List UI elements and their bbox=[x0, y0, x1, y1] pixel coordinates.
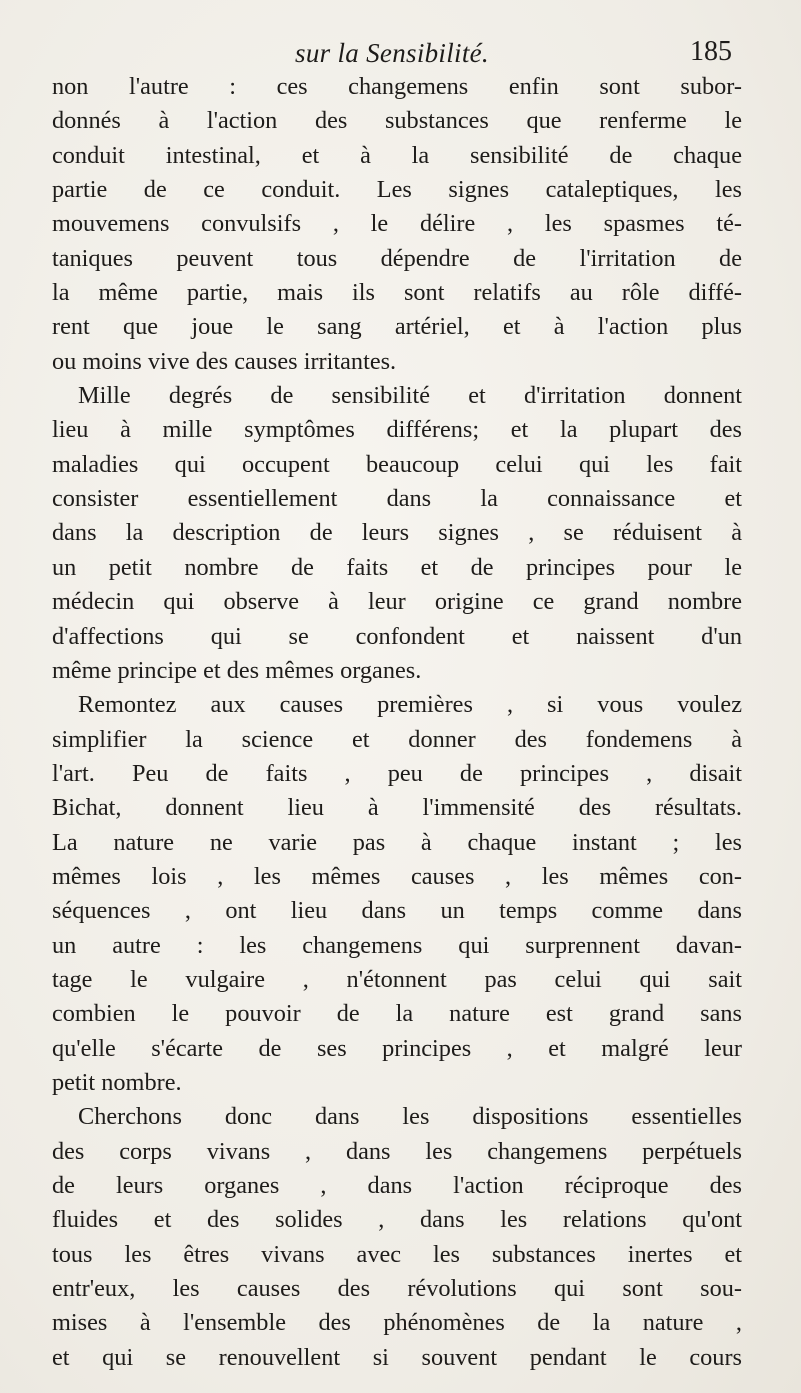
text-line: mouvemens convulsifs , le délire , les spasmes té- bbox=[52, 210, 742, 238]
text-line: simplifier la science et donner des fondemens à bbox=[52, 725, 742, 753]
text-line: petit nombre. bbox=[52, 1068, 182, 1096]
text-line: taniques peuvent tous dépendre de l'irritation de bbox=[52, 244, 742, 272]
text-line: séquences , ont lieu dans un temps comme dans bbox=[52, 897, 742, 925]
text-line: un petit nombre de faits et de principes pour le bbox=[52, 553, 742, 581]
text-line: la même partie, mais ils sont relatifs au rôle diffé- bbox=[52, 279, 742, 307]
text-line: maladies qui occupent beaucoup celui qui les fait bbox=[52, 450, 742, 478]
text-line: Bichat, donnent lieu à l'immensité des résultats. bbox=[52, 794, 742, 822]
text-line: mises à l'ensemble des phénomènes de la nature , bbox=[52, 1309, 742, 1337]
text-line: combien le pouvoir de la nature est grand sans bbox=[52, 1000, 742, 1028]
text-line: médecin qui observe à leur origine ce grand nombre bbox=[52, 588, 742, 616]
text-line: et qui se renouvellent si souvent pendant le cours bbox=[52, 1343, 742, 1371]
text-line: de leurs organes , dans l'action réciproque des bbox=[52, 1172, 742, 1199]
running-title: sur la Sensibilité. bbox=[295, 38, 489, 68]
page-number: 185 bbox=[690, 36, 732, 67]
text-line: donnés à l'action des substances que renferme le bbox=[52, 107, 742, 135]
text-line: Mille degrés de sensibilité et d'irritation donnent bbox=[78, 382, 742, 410]
text-line: entr'eux, les causes des révolutions qui sont sou- bbox=[52, 1275, 742, 1303]
text-line: Remontez aux causes premières , si vous voulez bbox=[78, 691, 742, 719]
text-line: ou moins vive des causes irritantes. bbox=[52, 347, 397, 375]
body-text bbox=[52, 70, 742, 1375]
text-line: tage le vulgaire , n'étonnent pas celui qui sait bbox=[52, 965, 742, 993]
text-line: même principe et des mêmes organes. bbox=[52, 656, 422, 684]
text-line: partie de ce conduit. Les signes cataleptiques, les bbox=[52, 176, 742, 204]
text-line: Cherchons donc dans les dispositions essentielles bbox=[78, 1103, 742, 1131]
text-line: consister essentiellement dans la connaissance et bbox=[52, 485, 742, 513]
page-header bbox=[52, 34, 732, 74]
text-line: non l'autre : ces changemens enfin sont subor- bbox=[52, 73, 742, 100]
text-line: un autre : les changemens qui surprennent davan- bbox=[52, 931, 742, 959]
text-line: lieu à mille symptômes différens; et la plupart des bbox=[52, 416, 742, 444]
text-line: d'affections qui se confondent et naissent d'un bbox=[52, 622, 742, 650]
text-line: dans la description de leurs signes , se réduisent à bbox=[52, 519, 742, 547]
text-line: rent que joue le sang artériel, et à l'action plus bbox=[52, 313, 742, 341]
text-line: tous les êtres vivans avec les substances inertes et bbox=[52, 1240, 742, 1268]
text-line: des corps vivans , dans les changemens perpétuels bbox=[52, 1137, 742, 1165]
text-line: fluides et des solides , dans les relations qu'ont bbox=[52, 1206, 742, 1234]
text-line: mêmes lois , les mêmes causes , les mêmes con- bbox=[52, 862, 742, 890]
text-line: qu'elle s'écarte de ses principes , et malgré leur bbox=[52, 1034, 742, 1062]
text-line: l'art. Peu de faits , peu de principes , disait bbox=[52, 759, 742, 787]
text-line: conduit intestinal, et à la sensibilité de chaque bbox=[52, 141, 742, 169]
text-line: La nature ne varie pas à chaque instant ; les bbox=[52, 828, 742, 856]
